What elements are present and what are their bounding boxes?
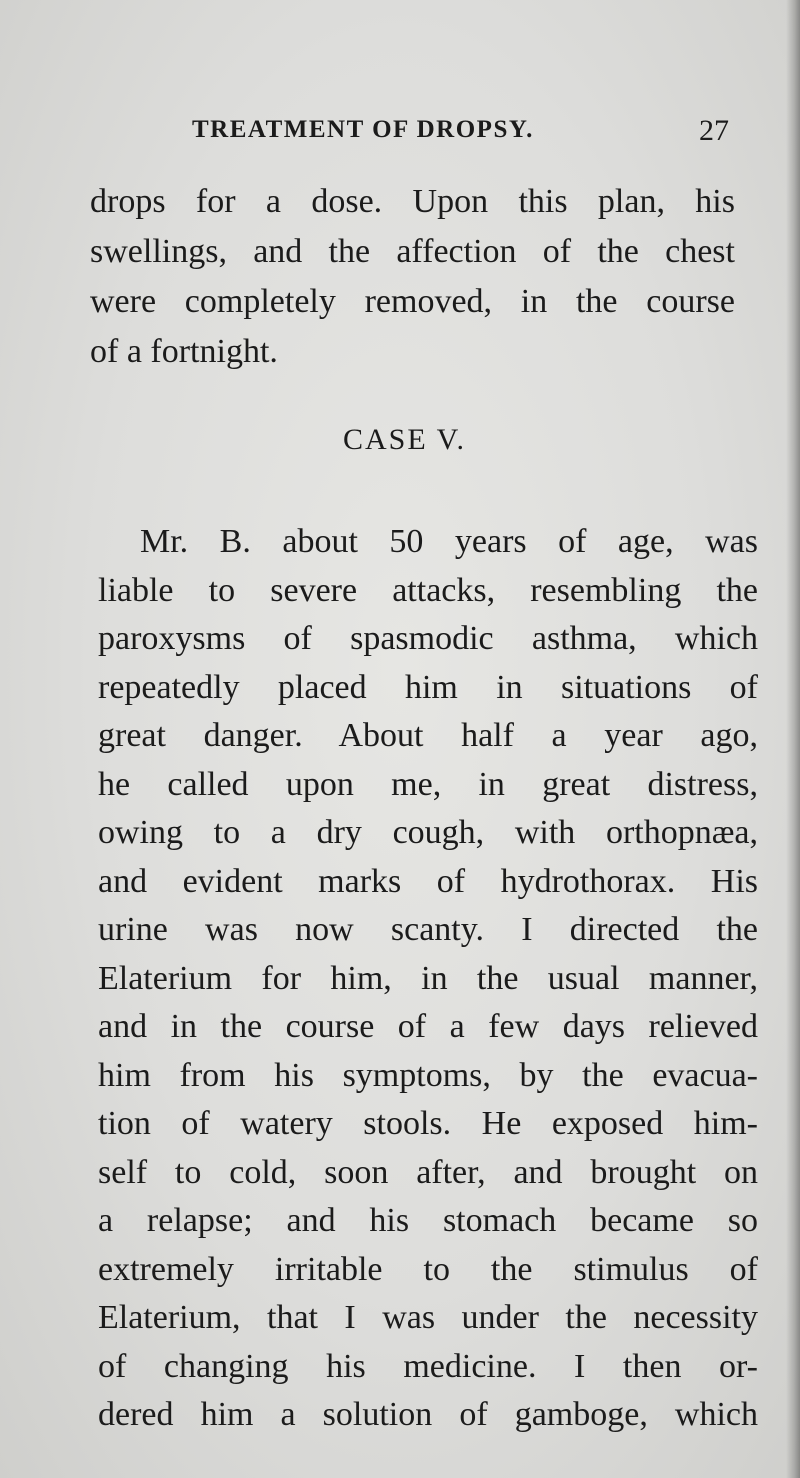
text-line: Elaterium for him, in the usual manner, bbox=[98, 959, 758, 997]
text-line: and evident marks of hydrothorax. His bbox=[98, 862, 758, 900]
running-head: TREATMENT OF DROPSY. bbox=[192, 116, 534, 143]
text-line: dered him a solution of gamboge, which bbox=[98, 1396, 758, 1433]
text-line: tion of watery stools. He exposed him- bbox=[98, 1105, 758, 1142]
case-heading: CASE V. bbox=[343, 423, 466, 456]
text-line: a relapse; and his stomach became so bbox=[98, 1202, 758, 1239]
page-header bbox=[192, 116, 737, 156]
text-line: self to cold, soon after, and brought on bbox=[98, 1153, 758, 1191]
text-line: he called upon me, in great distress, bbox=[98, 765, 758, 803]
text-line: liable to severe attacks, resembling the bbox=[98, 571, 758, 609]
text-line: him from his symptoms, by the evacua- bbox=[98, 1056, 758, 1094]
page-edge-shadow bbox=[786, 0, 800, 1478]
text-line: owing to a dry cough, with orthopnæa, bbox=[98, 814, 758, 851]
text-line: urine was now scanty. I directed the bbox=[98, 911, 758, 948]
text-line: and in the course of a few days relieved bbox=[98, 1008, 758, 1045]
text-line: Mr. B. about 50 years of age, was bbox=[140, 523, 758, 560]
text-line: swellings, and the affection of the chest bbox=[90, 233, 735, 270]
text-line: paroxysms of spasmodic asthma, which bbox=[98, 620, 758, 657]
text-line: great danger. About half a year ago, bbox=[98, 717, 758, 754]
text-line: repeatedly placed him in situations of bbox=[98, 668, 758, 706]
text-line: extremely irritable to the stimulus of bbox=[98, 1250, 758, 1288]
text-line: Elaterium, that I was under the necessity bbox=[98, 1299, 758, 1336]
paragraph-continued bbox=[90, 182, 735, 382]
text-line: were completely removed, in the course bbox=[90, 283, 735, 320]
text-line: of changing his medicine. I then or- bbox=[98, 1347, 758, 1385]
text-line: drops for a dose. Upon this plan, his bbox=[90, 183, 735, 220]
page-number: 27 bbox=[699, 114, 729, 147]
paragraph-case-v bbox=[98, 522, 758, 1442]
text-line: of a fortnight. bbox=[90, 333, 278, 370]
